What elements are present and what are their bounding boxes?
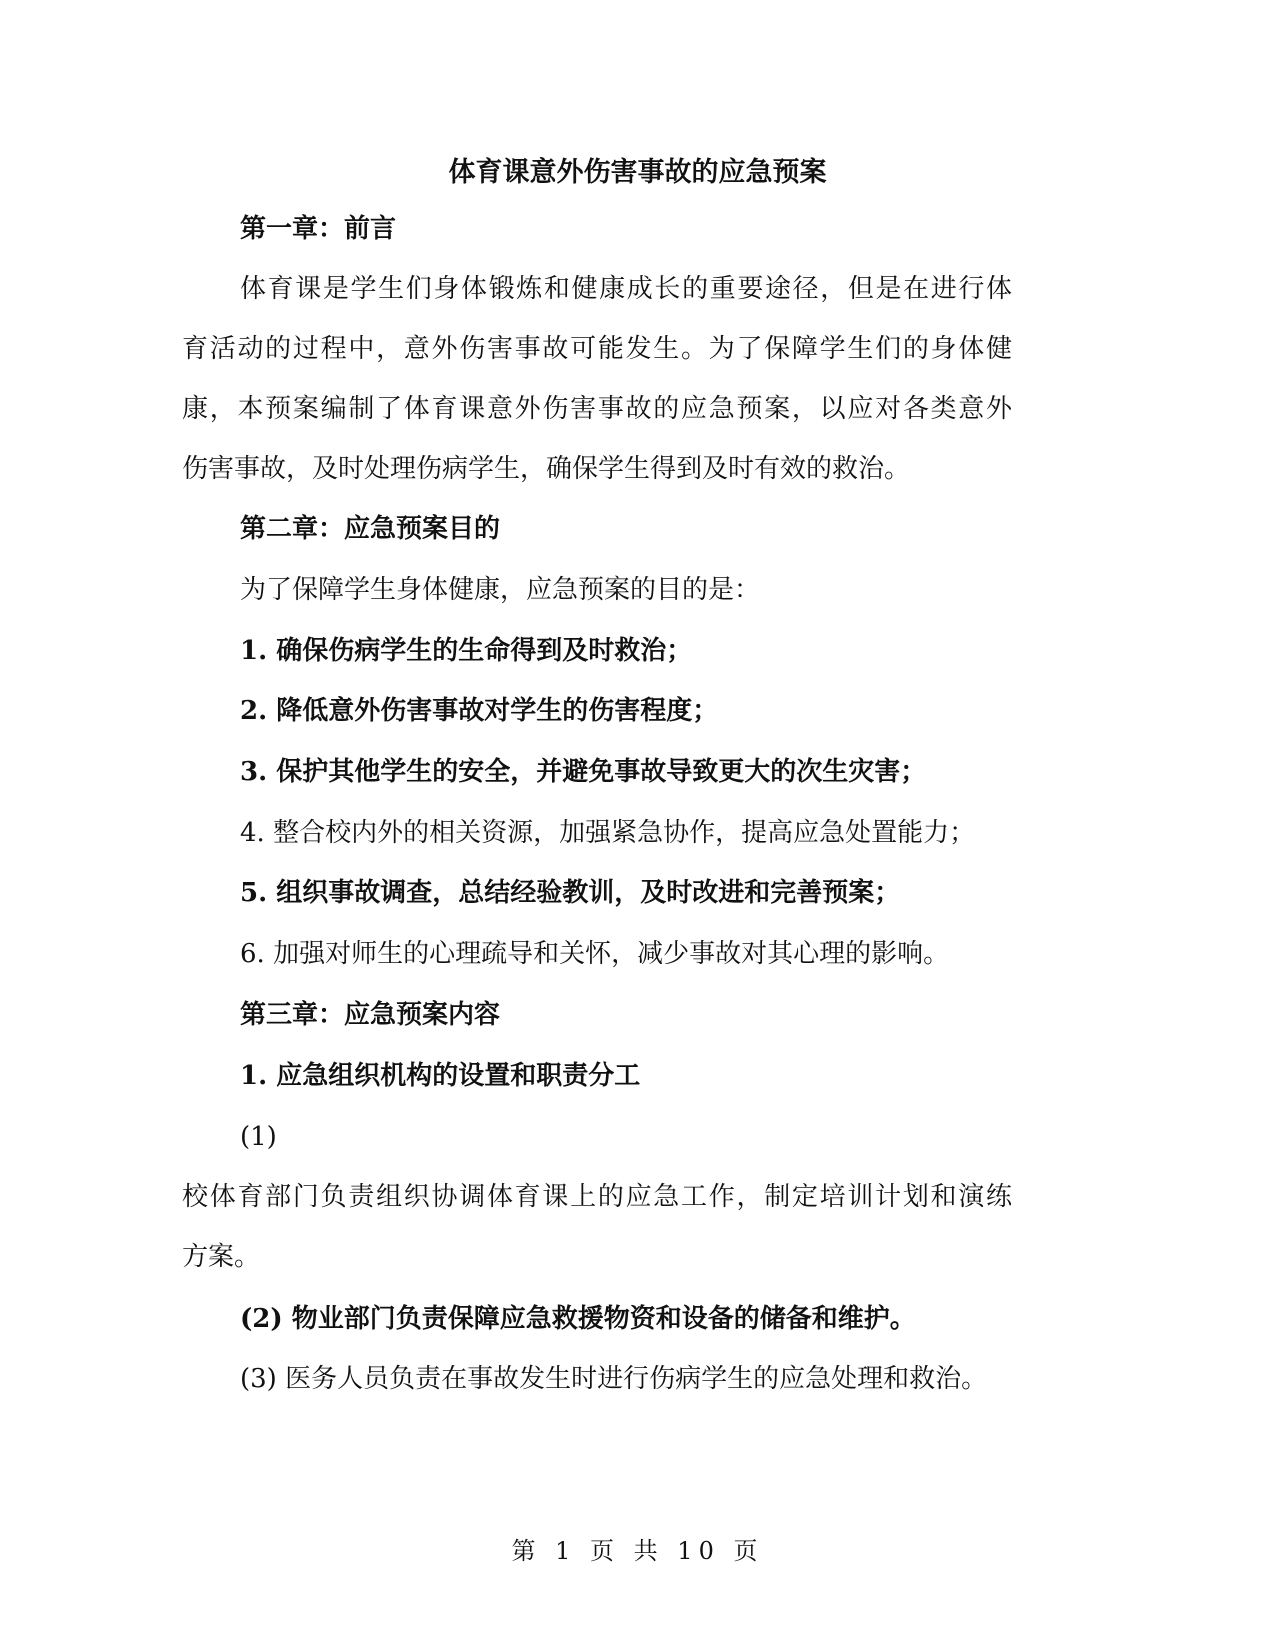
chapter1-paragraph-line: 体育课是学生们身体锻炼和健康成长的重要途径，但是在进行体: [240, 274, 1012, 304]
purpose-item: 6. 加强对师生的心理疏导和关怀，减少事故对其心理的影响。: [240, 939, 950, 969]
subsection-marker: (1): [240, 1122, 277, 1152]
chapter3-heading: 第三章：应急预案内容: [240, 1000, 501, 1030]
chapter1-paragraph-line: 康，本预案编制了体育课意外伤害事故的应急预案，以应对各类意外: [182, 394, 1012, 424]
subsection-text-line: 方案。: [182, 1242, 261, 1272]
section-heading: 1. 应急组织机构的设置和职责分工: [240, 1061, 641, 1091]
document-title: 体育课意外伤害事故的应急预案: [448, 157, 827, 188]
chapter2-intro: 为了保障学生身体健康，应急预案的目的是：: [240, 575, 761, 605]
subsection-text-line: 校体育部门负责组织协调体育课上的应急工作，制定培训计划和演练: [182, 1182, 1012, 1212]
chapter1-heading: 第一章：前言: [240, 214, 397, 244]
purpose-item: 3. 保护其他学生的安全，并避免事故导致更大的次生灾害；: [240, 757, 927, 787]
subsection-item: (3) 医务人员负责在事故发生时进行伤病学生的应急处理和救治。: [240, 1364, 988, 1394]
chapter1-paragraph-line: 伤害事故，及时处理伤病学生，确保学生得到及时有效的救治。: [182, 454, 911, 484]
subsection-item: (2) 物业部门负责保障应急救援物资和设备的储备和维护。: [240, 1304, 916, 1334]
purpose-item: 5. 组织事故调查，总结经验教训，及时改进和完善预案；: [240, 878, 901, 908]
purpose-item: 1. 确保伤病学生的生命得到及时救治；: [240, 636, 693, 666]
purpose-item: 2. 降低意外伤害事故对学生的伤害程度；: [240, 696, 719, 726]
chapter2-heading: 第二章：应急预案目的: [240, 514, 501, 544]
page-number-footer: 第 1 页 共 10 页: [511, 1537, 764, 1565]
chapter1-paragraph-line: 育活动的过程中，意外伤害事故可能发生。为了保障学生们的身体健: [182, 334, 1012, 364]
purpose-item: 4. 整合校内外的相关资源，加强紧急协作，提高应急处置能力；: [240, 818, 976, 848]
